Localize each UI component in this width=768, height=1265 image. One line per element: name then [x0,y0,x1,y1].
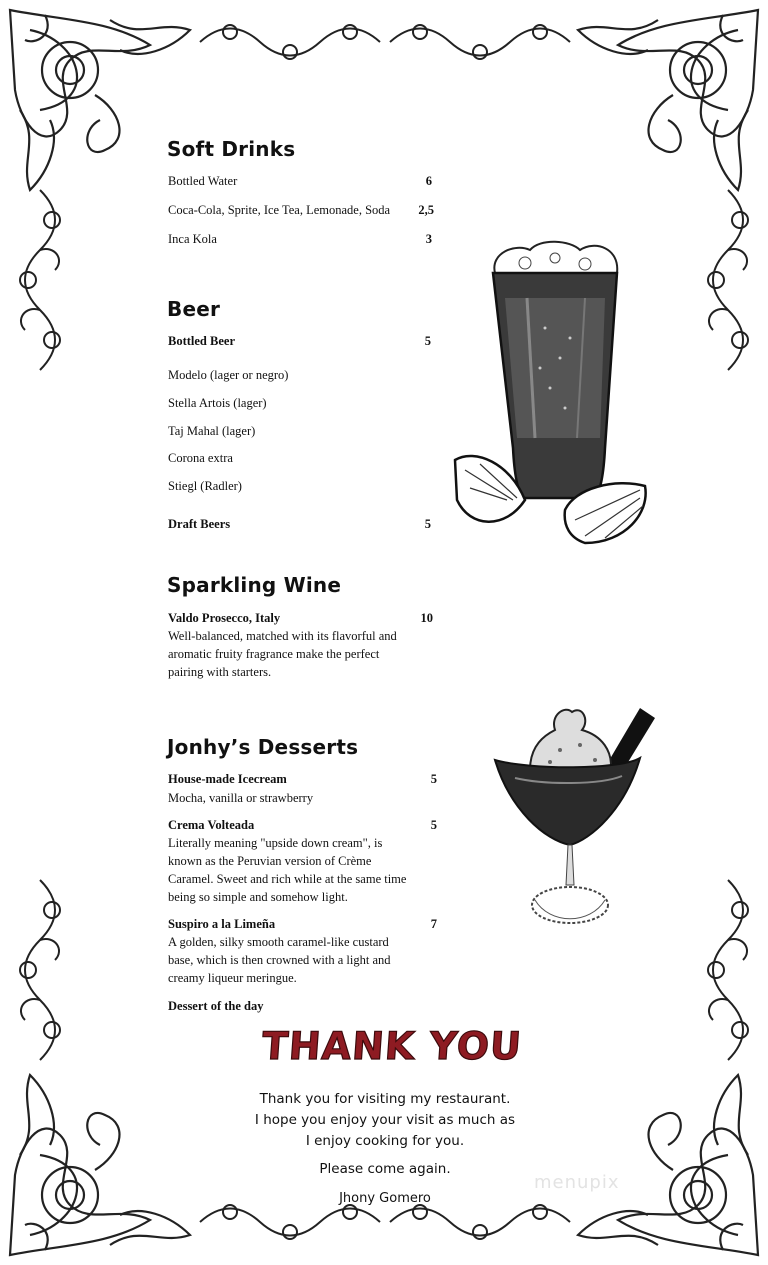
menu-item-name: Bottled Beer [168,334,235,348]
beer-brand: Corona extra [168,451,233,465]
signature: Jhony Gomero [339,1191,431,1206]
thank-you-line: Please come again. [319,1161,451,1177]
menu-item-price: 5 [430,818,437,832]
beer-glass-illustration [445,238,655,550]
menu-item-name: Inca Kola [168,232,217,246]
menu-item-description: A golden, silky smooth caramel-like custard base, which is then crowned with a light and creamy liqueur meringue. [168,935,391,985]
thank-you-line: I hope you enjoy your visit as much as [254,1112,516,1128]
dessert-glass-illustration [490,700,670,945]
soft-drinks-title: Soft Drinks [167,137,296,161]
menu-item-name: Draft Beers [168,517,231,531]
thank-you-line: I enjoy cooking for you. [305,1133,465,1149]
sparkling-wine-title: Sparkling Wine [167,573,342,597]
menu-item-description: Mocha, vanilla or strawberry [168,791,314,805]
beer-brand: Taj Mahal (lager) [168,424,256,438]
menu-item-description: Well-balanced, matched with its flavorful and aromatic fruity fragrance make the perfect pairing with starters. [168,629,397,679]
menu-item-price: 2,5 [418,203,434,217]
menu-item-price: 3 [425,232,432,246]
menu-item-price: 5 [424,334,431,348]
beer-brand: Stiegl (Radler) [168,479,242,493]
menu-item-price: 7 [430,917,437,931]
beer-brand: Stella Artois (lager) [168,396,267,410]
watermark: menupix [534,1172,620,1193]
menu-item-name: Bottled Water [168,174,238,188]
dessert-of-the-day: Dessert of the day [168,999,264,1013]
beer-brand: Modelo (lager or negro) [168,368,289,382]
menu-item-description: Literally meaning "upside down cream", is known as the Peruvian version of Crème Caramel. Sweet and rich while at the same time being so simple and somehow light. [168,836,407,904]
menu-item-name: Crema Volteada [168,818,255,832]
menu-item-name: House-made Icecream [168,772,287,786]
menu-item-price: 10 [420,611,433,625]
menu-item-price: 5 [430,772,437,786]
menu-item-name: Coca-Cola, Sprite, Ice Tea, Lemonade, Soda [168,203,391,217]
thank-you-heading: THANK YOU [260,1024,524,1068]
thank-you-line: Thank you for visiting my restaurant. [259,1091,511,1107]
desserts-title: Jonhy’s Desserts [167,735,359,759]
menu-item-name: Suspiro a la Limeña [168,917,276,931]
beer-title: Beer [167,297,221,321]
menu-item-price: 6 [425,174,432,188]
menu-item-price: 5 [424,517,431,531]
menu-item-name: Valdo Prosecco, Italy [168,611,281,625]
